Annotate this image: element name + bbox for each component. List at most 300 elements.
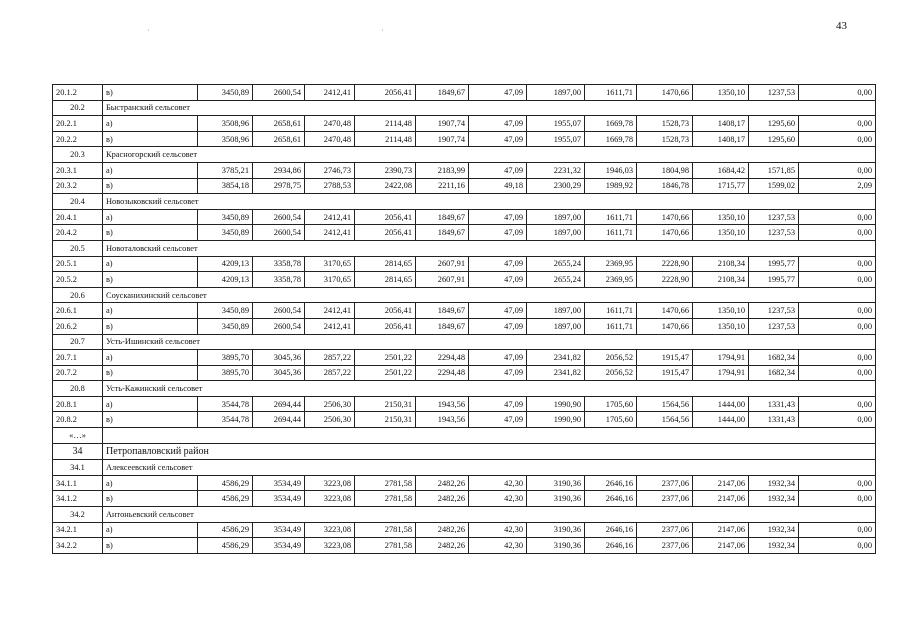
- value-cell: 2422,08: [355, 178, 416, 194]
- value-cell: 0,00: [799, 538, 876, 554]
- value-cell: 47,09: [469, 225, 527, 241]
- table-row: [53, 475, 876, 491]
- section-row: [53, 460, 876, 476]
- table-row: [53, 350, 876, 366]
- row-label: в): [103, 491, 198, 507]
- value-cell: 2150,31: [355, 396, 416, 412]
- value-cell: 3534,49: [253, 475, 305, 491]
- value-cell: 2482,26: [416, 491, 469, 507]
- value-cell: 2294,48: [416, 350, 469, 366]
- value-cell: 2147,06: [693, 491, 749, 507]
- value-cell: 2114,48: [355, 116, 416, 132]
- row-code: 20.6.1: [53, 303, 103, 319]
- value-cell: 3223,08: [305, 475, 355, 491]
- value-cell: 1915,47: [637, 350, 693, 366]
- value-cell: 3450,89: [198, 303, 253, 319]
- value-cell: 2646,16: [585, 491, 637, 507]
- value-cell: 2412,41: [305, 85, 355, 101]
- section-name: Алексеевский сельсовет: [103, 460, 876, 476]
- value-cell: 3190,36: [527, 475, 585, 491]
- table-row: [53, 538, 876, 554]
- value-cell: 2114,48: [355, 131, 416, 147]
- table-row: [53, 412, 876, 428]
- value-cell: 1684,42: [693, 162, 749, 178]
- value-cell: 1846,78: [637, 178, 693, 194]
- omission-mark: «…»: [53, 428, 103, 444]
- section-name: Усть-Ишинский сельсовет: [103, 334, 876, 350]
- value-cell: 1470,66: [637, 303, 693, 319]
- value-cell: 1611,71: [585, 303, 637, 319]
- value-cell: 1564,56: [637, 412, 693, 428]
- value-cell: 47,09: [469, 350, 527, 366]
- empty-cell: [103, 428, 876, 444]
- value-cell: 2377,06: [637, 475, 693, 491]
- row-code: 20.5.2: [53, 272, 103, 288]
- section-name: Соусканихинский сельсовет: [103, 287, 876, 303]
- value-cell: 0,00: [799, 116, 876, 132]
- value-cell: 2658,61: [253, 116, 305, 132]
- value-cell: 4586,29: [198, 538, 253, 554]
- value-cell: 2294,48: [416, 365, 469, 381]
- row-code: 20.1.2: [53, 85, 103, 101]
- row-label: а): [103, 522, 198, 538]
- value-cell: 2390,73: [355, 162, 416, 178]
- value-cell: 1237,53: [749, 225, 799, 241]
- value-cell: 1932,34: [749, 522, 799, 538]
- value-cell: 2056,41: [355, 303, 416, 319]
- table-row: [53, 162, 876, 178]
- value-cell: 2150,31: [355, 412, 416, 428]
- value-cell: 3190,36: [527, 538, 585, 554]
- value-cell: 2183,99: [416, 162, 469, 178]
- value-cell: 3895,70: [198, 350, 253, 366]
- value-cell: 1907,74: [416, 131, 469, 147]
- row-label: в): [103, 85, 198, 101]
- value-cell: 0,00: [799, 225, 876, 241]
- value-cell: 2694,44: [253, 412, 305, 428]
- row-code: 20.7.1: [53, 350, 103, 366]
- value-cell: 1897,00: [527, 318, 585, 334]
- value-cell: 1897,00: [527, 85, 585, 101]
- value-cell: 2646,16: [585, 538, 637, 554]
- section-row: [53, 240, 876, 256]
- value-cell: 47,09: [469, 256, 527, 272]
- value-cell: 1350,10: [693, 318, 749, 334]
- value-cell: 2482,26: [416, 538, 469, 554]
- value-cell: 3534,49: [253, 491, 305, 507]
- section-name: Быстранский сельсовет: [103, 100, 876, 116]
- section-name: Новозыковский сельсовет: [103, 194, 876, 210]
- value-cell: 3358,78: [253, 272, 305, 288]
- value-cell: 47,09: [469, 209, 527, 225]
- value-cell: 2600,54: [253, 303, 305, 319]
- value-cell: 47,09: [469, 272, 527, 288]
- value-cell: 47,09: [469, 365, 527, 381]
- section-row: [53, 287, 876, 303]
- value-cell: 3508,96: [198, 116, 253, 132]
- value-cell: 1682,34: [749, 365, 799, 381]
- table-row: [53, 318, 876, 334]
- value-cell: 2377,06: [637, 538, 693, 554]
- value-cell: 2369,95: [585, 256, 637, 272]
- value-cell: 0,00: [799, 131, 876, 147]
- table-row: [53, 131, 876, 147]
- value-cell: 2108,34: [693, 256, 749, 272]
- value-cell: 1915,47: [637, 365, 693, 381]
- value-cell: 2694,44: [253, 396, 305, 412]
- value-cell: 3190,36: [527, 491, 585, 507]
- page-number: 43: [836, 20, 847, 32]
- value-cell: 1990,90: [527, 412, 585, 428]
- table-row: [53, 209, 876, 225]
- value-cell: 2228,90: [637, 272, 693, 288]
- value-cell: 1237,53: [749, 303, 799, 319]
- value-cell: 3895,70: [198, 365, 253, 381]
- section-code: 20.5: [53, 240, 103, 256]
- row-code: 34.2.1: [53, 522, 103, 538]
- section-row: [53, 147, 876, 163]
- value-cell: 2646,16: [585, 475, 637, 491]
- value-cell: 2814,65: [355, 272, 416, 288]
- table-row: [53, 116, 876, 132]
- value-cell: 4209,13: [198, 256, 253, 272]
- value-cell: 1849,67: [416, 303, 469, 319]
- section-row: [53, 381, 876, 397]
- section-code: 20.3: [53, 147, 103, 163]
- value-cell: 3223,08: [305, 522, 355, 538]
- value-cell: 2369,95: [585, 272, 637, 288]
- value-cell: 1907,74: [416, 116, 469, 132]
- tariff-table: [52, 84, 876, 554]
- scan-speck: ·: [381, 26, 384, 35]
- value-cell: 3045,36: [253, 350, 305, 366]
- value-cell: 0,00: [799, 272, 876, 288]
- row-code: 20.8.2: [53, 412, 103, 428]
- row-code: 20.8.1: [53, 396, 103, 412]
- row-label: а): [103, 116, 198, 132]
- table-row: [53, 256, 876, 272]
- table-row: [53, 396, 876, 412]
- value-cell: 4586,29: [198, 522, 253, 538]
- value-cell: 2108,34: [693, 272, 749, 288]
- row-code: 20.2.2: [53, 131, 103, 147]
- value-cell: 2607,91: [416, 272, 469, 288]
- table-row: [53, 365, 876, 381]
- value-cell: 42,30: [469, 491, 527, 507]
- row-label: а): [103, 256, 198, 272]
- value-cell: 42,30: [469, 538, 527, 554]
- value-cell: 0,00: [799, 85, 876, 101]
- section-row: [53, 507, 876, 523]
- value-cell: 2300,29: [527, 178, 585, 194]
- value-cell: 47,09: [469, 303, 527, 319]
- value-cell: 1470,66: [637, 318, 693, 334]
- value-cell: 3170,65: [305, 272, 355, 288]
- section-row: [53, 100, 876, 116]
- value-cell: 2857,22: [305, 350, 355, 366]
- value-cell: 0,00: [799, 522, 876, 538]
- value-cell: 2056,41: [355, 85, 416, 101]
- value-cell: 1444,00: [693, 412, 749, 428]
- value-cell: 1995,77: [749, 272, 799, 288]
- value-cell: 1350,10: [693, 209, 749, 225]
- value-cell: 3785,21: [198, 162, 253, 178]
- value-cell: 2781,58: [355, 475, 416, 491]
- value-cell: 2857,22: [305, 365, 355, 381]
- value-cell: 1995,77: [749, 256, 799, 272]
- value-cell: 1611,71: [585, 85, 637, 101]
- value-cell: 2412,41: [305, 225, 355, 241]
- scan-speck: ·: [147, 26, 150, 35]
- section-code: 20.6: [53, 287, 103, 303]
- value-cell: 3508,96: [198, 131, 253, 147]
- table-body: [53, 85, 876, 554]
- value-cell: 3854,18: [198, 178, 253, 194]
- table-row: [53, 491, 876, 507]
- value-cell: 2781,58: [355, 522, 416, 538]
- value-cell: 0,00: [799, 303, 876, 319]
- value-cell: 1989,92: [585, 178, 637, 194]
- value-cell: 2412,41: [305, 209, 355, 225]
- value-cell: 0,00: [799, 491, 876, 507]
- section-name: Усть-Кажинский сельсовет: [103, 381, 876, 397]
- section-name: Новоталовский сельсовет: [103, 240, 876, 256]
- value-cell: 2934,86: [253, 162, 305, 178]
- value-cell: 1946,03: [585, 162, 637, 178]
- value-cell: 3223,08: [305, 538, 355, 554]
- value-cell: 1350,10: [693, 85, 749, 101]
- value-cell: 1849,67: [416, 209, 469, 225]
- value-cell: 1611,71: [585, 318, 637, 334]
- value-cell: 0,00: [799, 396, 876, 412]
- section-row: [53, 194, 876, 210]
- value-cell: 2788,53: [305, 178, 355, 194]
- table-row: [53, 85, 876, 101]
- section-code: 34.2: [53, 507, 103, 523]
- value-cell: 3450,89: [198, 209, 253, 225]
- value-cell: 47,09: [469, 412, 527, 428]
- value-cell: 1943,56: [416, 396, 469, 412]
- row-code: 20.3.1: [53, 162, 103, 178]
- row-label: в): [103, 412, 198, 428]
- value-cell: 47,09: [469, 162, 527, 178]
- value-cell: 3190,36: [527, 522, 585, 538]
- value-cell: 2228,90: [637, 256, 693, 272]
- value-cell: 3534,49: [253, 538, 305, 554]
- value-cell: 1955,07: [527, 131, 585, 147]
- value-cell: 2056,52: [585, 365, 637, 381]
- value-cell: 2978,75: [253, 178, 305, 194]
- value-cell: 0,00: [799, 412, 876, 428]
- row-label: а): [103, 209, 198, 225]
- row-label: а): [103, 303, 198, 319]
- value-cell: 2147,06: [693, 522, 749, 538]
- value-cell: 1932,34: [749, 538, 799, 554]
- row-label: в): [103, 272, 198, 288]
- value-cell: 2600,54: [253, 209, 305, 225]
- value-cell: 1237,53: [749, 209, 799, 225]
- value-cell: 2482,26: [416, 475, 469, 491]
- value-cell: 1669,78: [585, 131, 637, 147]
- value-cell: 2600,54: [253, 85, 305, 101]
- row-code: 20.3.2: [53, 178, 103, 194]
- value-cell: 1470,66: [637, 225, 693, 241]
- value-cell: 47,09: [469, 131, 527, 147]
- value-cell: 4586,29: [198, 475, 253, 491]
- section-name: Антоньевский сельсовет: [103, 507, 876, 523]
- value-cell: 1564,56: [637, 396, 693, 412]
- value-cell: 2655,24: [527, 256, 585, 272]
- row-code: 34.1.1: [53, 475, 103, 491]
- value-cell: 1715,77: [693, 178, 749, 194]
- row-label: в): [103, 318, 198, 334]
- value-cell: 1571,85: [749, 162, 799, 178]
- value-cell: 3045,36: [253, 365, 305, 381]
- value-cell: 1611,71: [585, 225, 637, 241]
- value-cell: 1932,34: [749, 491, 799, 507]
- value-cell: 1528,73: [637, 131, 693, 147]
- value-cell: 1408,17: [693, 131, 749, 147]
- value-cell: 4209,13: [198, 272, 253, 288]
- row-label: а): [103, 162, 198, 178]
- district-code: 34: [53, 443, 103, 460]
- row-code: 20.6.2: [53, 318, 103, 334]
- value-cell: 42,30: [469, 522, 527, 538]
- value-cell: 47,09: [469, 85, 527, 101]
- value-cell: 2147,06: [693, 538, 749, 554]
- value-cell: 3544,78: [198, 396, 253, 412]
- value-cell: 1444,00: [693, 396, 749, 412]
- table-row: [53, 178, 876, 194]
- value-cell: 1682,34: [749, 350, 799, 366]
- value-cell: 0,00: [799, 256, 876, 272]
- value-cell: 2655,24: [527, 272, 585, 288]
- value-cell: 3170,65: [305, 256, 355, 272]
- value-cell: 2412,41: [305, 303, 355, 319]
- section-code: 20.2: [53, 100, 103, 116]
- value-cell: 3450,89: [198, 85, 253, 101]
- table-row: [53, 225, 876, 241]
- row-code: 20.2.1: [53, 116, 103, 132]
- district-row: [53, 443, 876, 460]
- value-cell: 1470,66: [637, 209, 693, 225]
- value-cell: 1897,00: [527, 303, 585, 319]
- value-cell: 1705,60: [585, 396, 637, 412]
- value-cell: 0,00: [799, 365, 876, 381]
- value-cell: 1350,10: [693, 303, 749, 319]
- value-cell: 2482,26: [416, 522, 469, 538]
- value-cell: 2341,82: [527, 365, 585, 381]
- value-cell: 1849,67: [416, 318, 469, 334]
- section-code: 20.8: [53, 381, 103, 397]
- row-code: 20.4.2: [53, 225, 103, 241]
- value-cell: 2501,22: [355, 350, 416, 366]
- value-cell: 1331,43: [749, 412, 799, 428]
- value-cell: 1990,90: [527, 396, 585, 412]
- value-cell: 1932,34: [749, 475, 799, 491]
- value-cell: 1331,43: [749, 396, 799, 412]
- value-cell: 2056,41: [355, 225, 416, 241]
- district-name: Петропавловский район: [103, 443, 876, 460]
- value-cell: 2607,91: [416, 256, 469, 272]
- value-cell: 0,00: [799, 318, 876, 334]
- value-cell: 2746,73: [305, 162, 355, 178]
- row-code: 34.1.2: [53, 491, 103, 507]
- value-cell: 2658,61: [253, 131, 305, 147]
- section-code: 20.4: [53, 194, 103, 210]
- value-cell: 3358,78: [253, 256, 305, 272]
- value-cell: 2231,32: [527, 162, 585, 178]
- table-row: [53, 522, 876, 538]
- row-label: а): [103, 396, 198, 412]
- value-cell: 2470,48: [305, 116, 355, 132]
- table-row: [53, 303, 876, 319]
- value-cell: 42,30: [469, 475, 527, 491]
- row-label: в): [103, 178, 198, 194]
- value-cell: 2377,06: [637, 491, 693, 507]
- section-name: Красногорский сельсовет: [103, 147, 876, 163]
- section-code: 20.7: [53, 334, 103, 350]
- value-cell: 1470,66: [637, 85, 693, 101]
- value-cell: 1955,07: [527, 116, 585, 132]
- value-cell: 2377,06: [637, 522, 693, 538]
- value-cell: 1528,73: [637, 116, 693, 132]
- value-cell: 3450,89: [198, 225, 253, 241]
- value-cell: 1669,78: [585, 116, 637, 132]
- value-cell: 47,09: [469, 116, 527, 132]
- row-label: в): [103, 365, 198, 381]
- value-cell: 3534,49: [253, 522, 305, 538]
- ellipsis-row: [53, 428, 876, 444]
- value-cell: 2211,16: [416, 178, 469, 194]
- row-label: в): [103, 131, 198, 147]
- value-cell: 0,00: [799, 475, 876, 491]
- value-cell: 2412,41: [305, 318, 355, 334]
- row-code: 20.7.2: [53, 365, 103, 381]
- value-cell: 2646,16: [585, 522, 637, 538]
- value-cell: 1794,91: [693, 365, 749, 381]
- value-cell: 3450,89: [198, 318, 253, 334]
- value-cell: 1943,56: [416, 412, 469, 428]
- value-cell: 1804,98: [637, 162, 693, 178]
- section-code: 34.1: [53, 460, 103, 476]
- value-cell: 1237,53: [749, 85, 799, 101]
- value-cell: 2341,82: [527, 350, 585, 366]
- value-cell: 2470,48: [305, 131, 355, 147]
- row-code: 34.2.2: [53, 538, 103, 554]
- row-label: а): [103, 350, 198, 366]
- value-cell: 1611,71: [585, 209, 637, 225]
- row-label: в): [103, 225, 198, 241]
- value-cell: 2600,54: [253, 318, 305, 334]
- value-cell: 2147,06: [693, 475, 749, 491]
- value-cell: 2501,22: [355, 365, 416, 381]
- value-cell: 1295,60: [749, 131, 799, 147]
- value-cell: 47,09: [469, 396, 527, 412]
- value-cell: 1897,00: [527, 209, 585, 225]
- value-cell: 1849,67: [416, 225, 469, 241]
- row-label: в): [103, 538, 198, 554]
- value-cell: 2781,58: [355, 538, 416, 554]
- value-cell: 2506,30: [305, 396, 355, 412]
- value-cell: 1705,60: [585, 412, 637, 428]
- value-cell: 2,09: [799, 178, 876, 194]
- table-row: [53, 272, 876, 288]
- value-cell: 0,00: [799, 209, 876, 225]
- value-cell: 3544,78: [198, 412, 253, 428]
- section-row: [53, 334, 876, 350]
- value-cell: 1897,00: [527, 225, 585, 241]
